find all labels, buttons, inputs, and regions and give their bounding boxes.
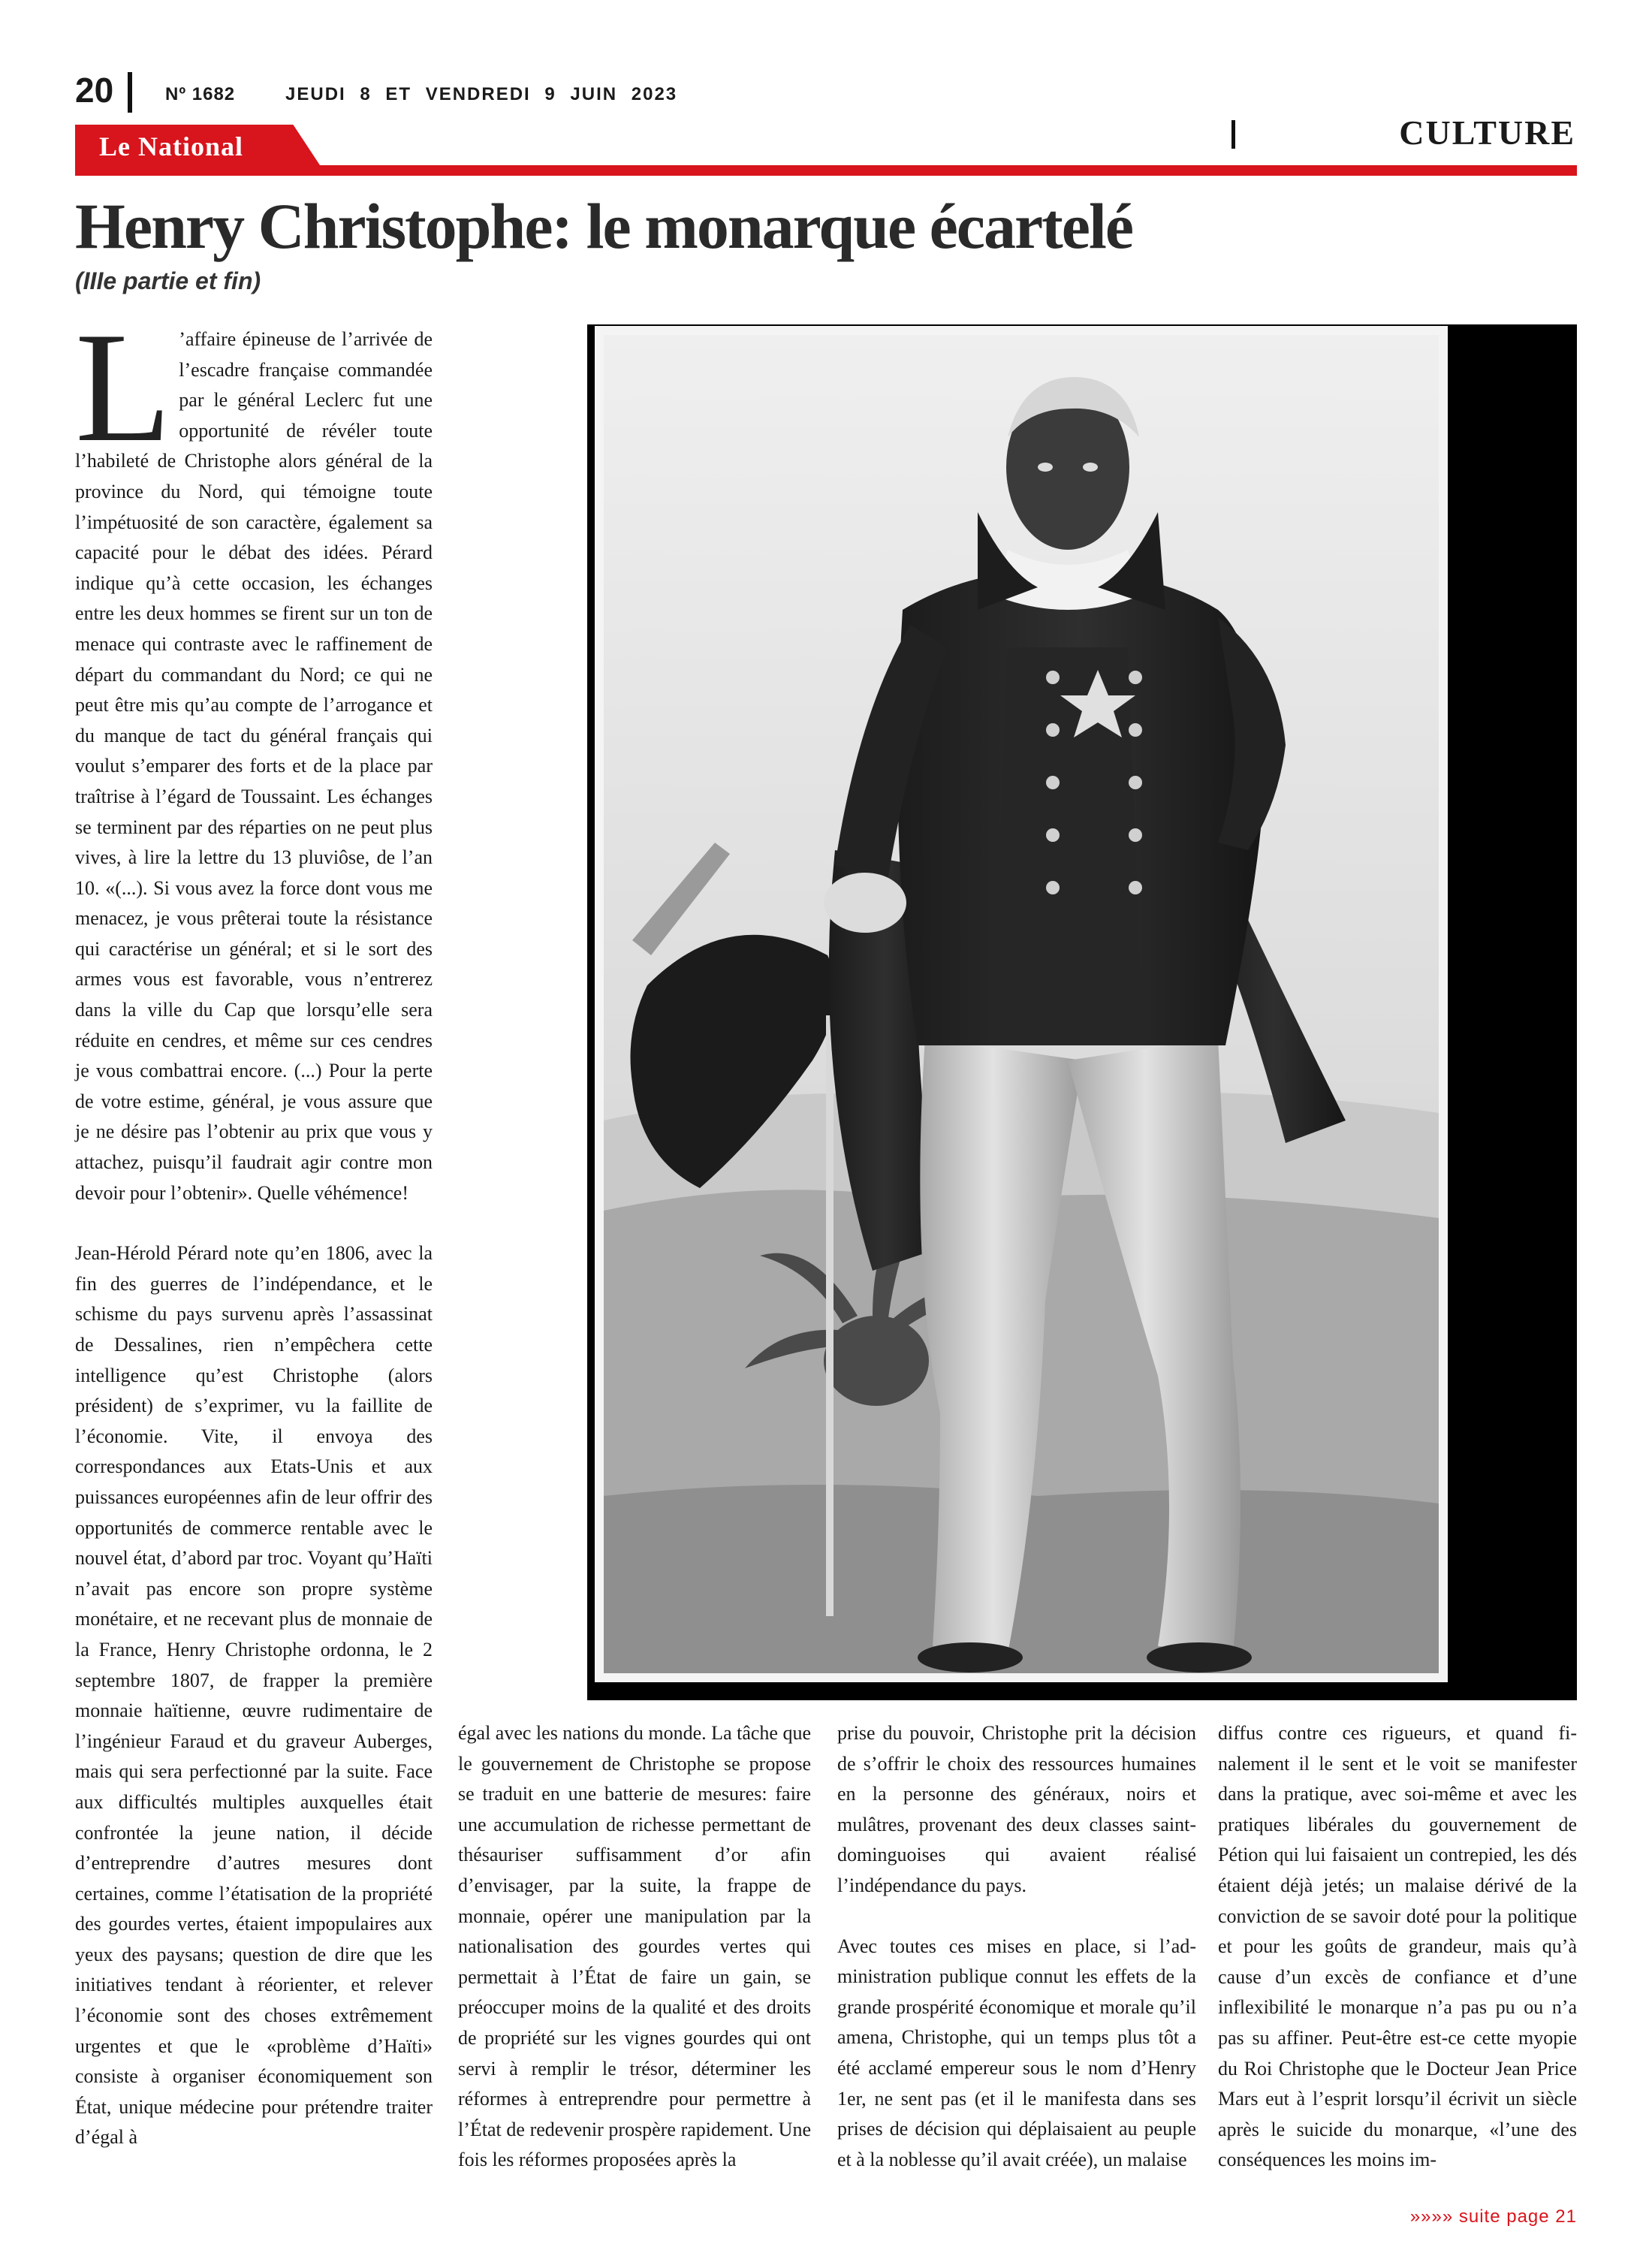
section-label: CULTURE	[1399, 113, 1575, 152]
drop-cap: L	[75, 300, 172, 475]
paragraph: Jean-Hérold Pérard note qu’en 1806, avec la fin des guerres de l’indépendance, et le schisme du pays survenu après l’assassinat de Dessalines, rien n’empêchera cette intelligence qu’est Christophe (alors président) de s’exprimer, vu la faillite de l’économie. Vite, il envoya des correspondances aux Etats-Unis et aux puissances européennes afin de leur offrir des opportunités de commerce rentable avec le nouvel état, d’abord par troc. Voyant qu’Haïti n’avait pas encore son propre système monétaire, et ne recevant plus de monnaie de la France, Henry Christophe ordonna, le 2 septembre 1807, de frapper la première monnaie haïtienne, œuvre rudimentaire de l’ingénieur Faraud et du graveur Auberges, mais qui sera perfectionné par la suite. Face aux difficultés multiples auxquelles était confrontée la jeune nation, il décide d’entreprendre d’autres mesures dont certaines, comme l’étatisation de la propriété des gourdes vertes, étaient impopulaires aux yeux des paysans; question de dire que les initiatives tendant à réorienter, et relever l’économie sont des choses extrêmement urgentes et que le «problème d’Haïti» consiste à organiser économiquement son État, unique médecine pour prétendre traiter d’égal à	[75, 1242, 433, 2149]
article-title: Henry Christophe: le monarque écartelé	[75, 190, 1133, 262]
article-column-1	[75, 300, 433, 2153]
article-column-4	[1218, 1718, 1577, 2176]
section-divider	[1231, 120, 1235, 149]
page-number: 20	[75, 71, 114, 110]
paragraph: diffus contre ces rigueurs, et quand finalement il le sent et le voit se manifester dans la pratique, avec soi-même et avec les pratiques libérales du gouvernement de Pétion qui lui faisaient un contrepied, les dés étaient déjà jetés; un malaise dérivé de la conviction de se savoir doté pour la politique et pour les goûts de grandeur, mais qu’à cause d’un excès de confiance et d’une inflexibilité le monarque n’a pas pu ou n’a pas su affiner. Peut-être est-ce cette myopie du Roi Christophe que le Docteur Jean Price Mars eut à l’esprit lorsqu’il écrivit un siècle après le suicide du monarque, «l’une des conséquences les moins im-	[1218, 1722, 1577, 2171]
paragraph	[75, 300, 433, 1208]
continuation-link[interactable]: »»»» suite page 21	[1409, 2206, 1577, 2227]
issue-date: JEUDI 8 ET VENDREDI 9 JUIN 2023	[285, 84, 678, 104]
paragraph: prise du pouvoir, Christophe prit la décision de s’offrir le choix des ressources humaines en la personne des généraux, noirs et mulâtres, provenant des deux classes saint-dominguoises qui avaient réalisé l’indépendance du pays.	[837, 1722, 1196, 1896]
portrait-photo	[587, 324, 1577, 1700]
paragraph: Avec toutes ces mises en place, si l’administration publique connut les effets de la grande prospérité économique et morale qu’il amena, Christophe, qui un temps plus tôt a été acclamé empereur sous le nom d’Henry 1er, ne sent pas (et il le manifesta dans ses prises de décision qui déplaisaient au peuple et à la noblesse qu’il avait créée), un malaise	[837, 1935, 1196, 2170]
brand-name: Le National	[99, 131, 244, 161]
issue-number: Nº 1682	[165, 84, 236, 104]
article-column-2	[458, 1718, 811, 2176]
article-subtitle: (IIIe partie et fin)	[75, 267, 261, 294]
paragraph-text: ’affaire épineuse de l’arrivée de l’escadre française commandée par le général Leclerc fut une opportunité de révéler toute l’habileté de Christophe alors général de la province du Nord, qui témoigne toute l’impétuosité de son caractère, également sa capacité pour le débat des idées. Pérard indique qu’à cette occasion, les échanges entre les deux hommes se firent sur un ton de menace qui contraste avec le raffinement de départ du commandant du Nord; ce qui ne peut être mis qu’au compte de l’arrogance et du manque de tact du général français qui voulut s’emparer des forts et de la place par traîtrise à l’égard de Toussaint. Les échanges se terminent par des réparties on ne peut plus vives, à lire la lettre du 13 pluviôse, de l’an 10. «(...). Si vous avez la force dont vous me menacez, je vous prêterai toute la résistance qui caractérise un général; et si le sort des armes vous est favorable, vous n’entrerez dans la ville du Cap que lorsqu’elle sera réduite en cendres, et même sur ces cendres je vous combattrai encore. (...) Pour la perte de votre estime, général, je vous assure que je ne désire pas l’obtenir au prix que vous y attachez, puisqu’il faudrait agir contre mon devoir pour l’obtenir». Quelle véhémence!	[75, 328, 433, 1204]
page-number-divider	[128, 72, 132, 113]
paragraph: égal avec les nations du monde. La tâche que le gouvernement de Christophe se propose se traduit en une batterie de mesures: faire une accumulation de richesse permettant de thésauriser suffisamment d’or afin d’envisager, par la suite, la frappe de monnaie, opérer une manipulation par la nationalisation des gourdes vertes qui permettait à l’État de faire un gain, se préoccuper moins de la qualité et des droits de propriété sur les vignes gourdes qui ont servi à remplir le trésor, déterminer les réformes à entreprendre pour permettre à l’État de redevenir prospère rapidement. Une fois les réformes proposées après la	[458, 1722, 811, 2171]
article-column-3	[837, 1718, 1196, 2175]
portrait-illustration	[587, 324, 1577, 1700]
